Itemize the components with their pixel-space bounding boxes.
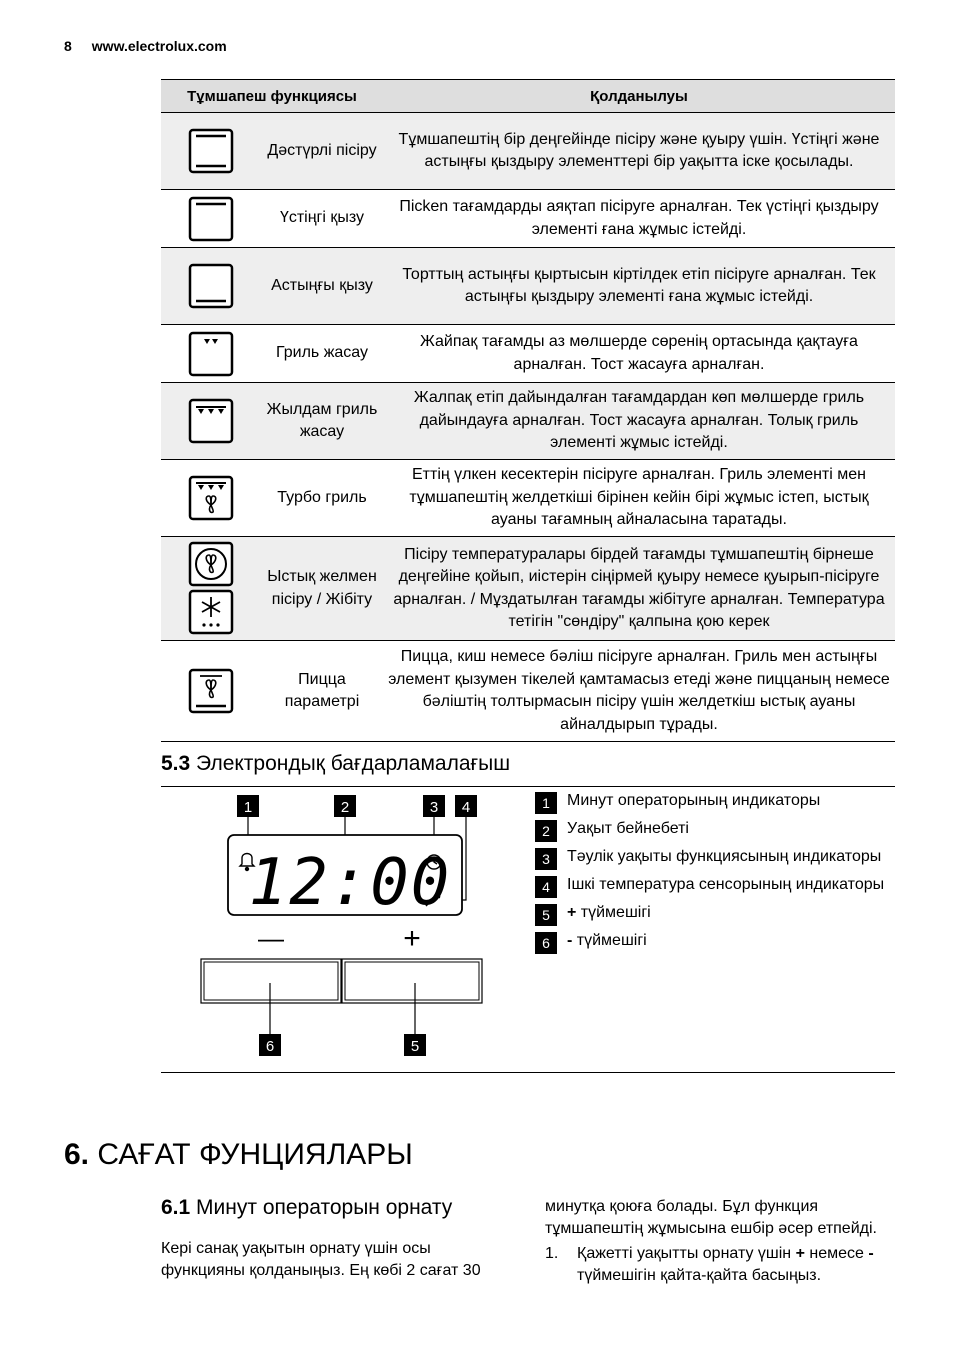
minus-symbol: — — [258, 923, 284, 953]
step-1 — [545, 1243, 895, 1287]
svg-text:3: 3 — [429, 799, 439, 816]
table-row — [161, 641, 895, 742]
section-number: 5.3 — [161, 752, 191, 775]
divider — [161, 1072, 895, 1073]
programmer-diagram — [190, 790, 500, 1065]
plus-symbol: + — [403, 922, 421, 955]
paragraph-left: Кері санақ уақытын орнату үшін осы функцияны қолданыңыз. Ең көбі 2 сағат 30 — [161, 1240, 481, 1279]
function-name: Үстіңгі қызу — [261, 190, 383, 248]
step-text: Қажетті уақытты орнату үшін + немесе - түймешігін қайта-қайта басыңыз. — [577, 1245, 874, 1284]
function-usage: Пісken тағамдарды аяқтап пісіруге арналған. Тек үстіңгі қыздыру элементі ғана жұмыс істейді. — [383, 190, 895, 248]
function-usage: Жайпақ тағамды аз мөлшерде сөренің ортасында қақтауға арналған. Тост жасауға арналған. — [383, 325, 895, 383]
legend-item: 2 Уақыт бейнебеті — [535, 818, 895, 842]
section-6-heading — [64, 1138, 413, 1172]
fast-grill-icon — [188, 398, 234, 444]
function-name: Турбо гриль — [261, 460, 383, 537]
section-number: 6. — [64, 1138, 90, 1171]
page-number: 8 — [64, 38, 72, 54]
step-number: 1. — [545, 1245, 559, 1262]
legend-item: 5 + түймешігі — [535, 902, 895, 926]
section-5-3-heading — [161, 752, 510, 776]
function-usage: Тұмшапештің бір деңгейінде пісіру және қуыру үшін. Үстіңгі және астыңғы қыздыру элементтері бір уақытта іске қосылады. — [383, 113, 895, 190]
svg-text:4: 4 — [461, 799, 471, 816]
section-6-1-heading — [161, 1196, 452, 1220]
paragraph-right: минутқа қоюға болады. Бұл функция тұмшапештің жұмысына ешбір әсер етпейді. — [545, 1198, 877, 1237]
column-header-usage: Қолданылуы — [383, 80, 895, 113]
display-time: 12:00 — [248, 846, 452, 920]
table-row — [161, 325, 895, 383]
svg-text:6: 6 — [265, 1038, 275, 1055]
conventional-cooking-icon — [188, 128, 234, 174]
function-name: Пицца параметрі — [261, 641, 383, 742]
section-title: Электрондық бағдарламалағыш — [196, 752, 511, 775]
legend-item: 1 Минут операторының индикаторы — [535, 790, 895, 814]
table-row — [161, 460, 895, 537]
svg-text:5: 5 — [410, 1038, 420, 1055]
function-name: Дәстүрлі пісіру — [261, 113, 383, 190]
svg-text:1: 1 — [243, 799, 253, 816]
website-url: www.electrolux.com — [91, 38, 227, 54]
legend-item: 6 - түймешігі — [535, 930, 895, 954]
function-name: Ыстық желмен пісіру / Жібіту — [261, 537, 383, 641]
divider — [161, 786, 895, 787]
table-row — [161, 190, 895, 248]
plus-button[interactable] — [342, 959, 482, 1003]
legend-item: 4 Ішкі температура сенсорының индикаторы — [535, 874, 895, 898]
section-title: САҒАТ ФУНЦИЯЛАРЫ — [97, 1138, 413, 1171]
function-usage: Жалпақ етіп дайындалған тағамдардан көп мөлшерде гриль дайындауға арналған. Тост жасауға арналған. Толық гриль элементі жұмыс істейді. — [383, 383, 895, 460]
bottom-heat-icon — [188, 263, 234, 309]
turbo-grill-icon — [188, 475, 234, 521]
table-row — [161, 537, 895, 641]
table-row — [161, 383, 895, 460]
svg-text:2: 2 — [340, 799, 350, 816]
minus-button[interactable] — [201, 959, 341, 1003]
function-usage: Торттың астыңғы қыртысын кірт​ілдек етіп пісіруге арналған. Тек астыңғы қыздыру элементі ғана жұмыс істейді. — [383, 248, 895, 325]
section-title: Минут операторын орнату — [196, 1196, 453, 1219]
function-name: Жылдам гриль жасау — [261, 383, 383, 460]
table-row — [161, 113, 895, 190]
grill-icon — [188, 331, 234, 377]
function-usage: Еттің үлкен кесектерін пісіруге арналған. Гриль элементі мен тұмшапештің желдеткіші бірінен кейін бірі жұмыс істеп, ыстық ауаны тағамның айналасына таратады. — [383, 460, 895, 537]
table-row — [161, 248, 895, 325]
function-name: Гриль жасау — [261, 325, 383, 383]
function-usage: Пицца, киш немесе бәліш пісіруге арналған. Гриль мен астыңғы элемент қызумен тікелей қамтамасыз етеді және пиццаның немесе бәліштің толтырмасын пісіру үшін желдеткіш ыстық ауаны айналдырып тұрады. — [383, 641, 895, 742]
top-heat-icon — [188, 196, 234, 242]
section-number: 6.1 — [161, 1196, 191, 1219]
pizza-setting-icon — [188, 668, 234, 714]
column-header-function: Тұмшапеш функциясы — [161, 80, 383, 113]
programmer-legend — [535, 790, 895, 958]
function-usage: Пісіру температуралары бірдей тағамды тұмшапештің бірнеше деңгейіне қойып, иістерін сіңірмей қуыру немесе қуырып-пісіруге арналған. / Мұздатылған тағамды жібітуге арналған. Температура тетігін "сөндіру" қалпына қою керек — [383, 537, 895, 641]
oven-functions-table — [161, 79, 895, 742]
true-fan-defrost-icon — [188, 541, 234, 637]
legend-item: 3 Тәулік уақыты функциясының индикаторы — [535, 846, 895, 870]
function-name: Астыңғы қызу — [261, 248, 383, 325]
page-header — [64, 38, 227, 54]
